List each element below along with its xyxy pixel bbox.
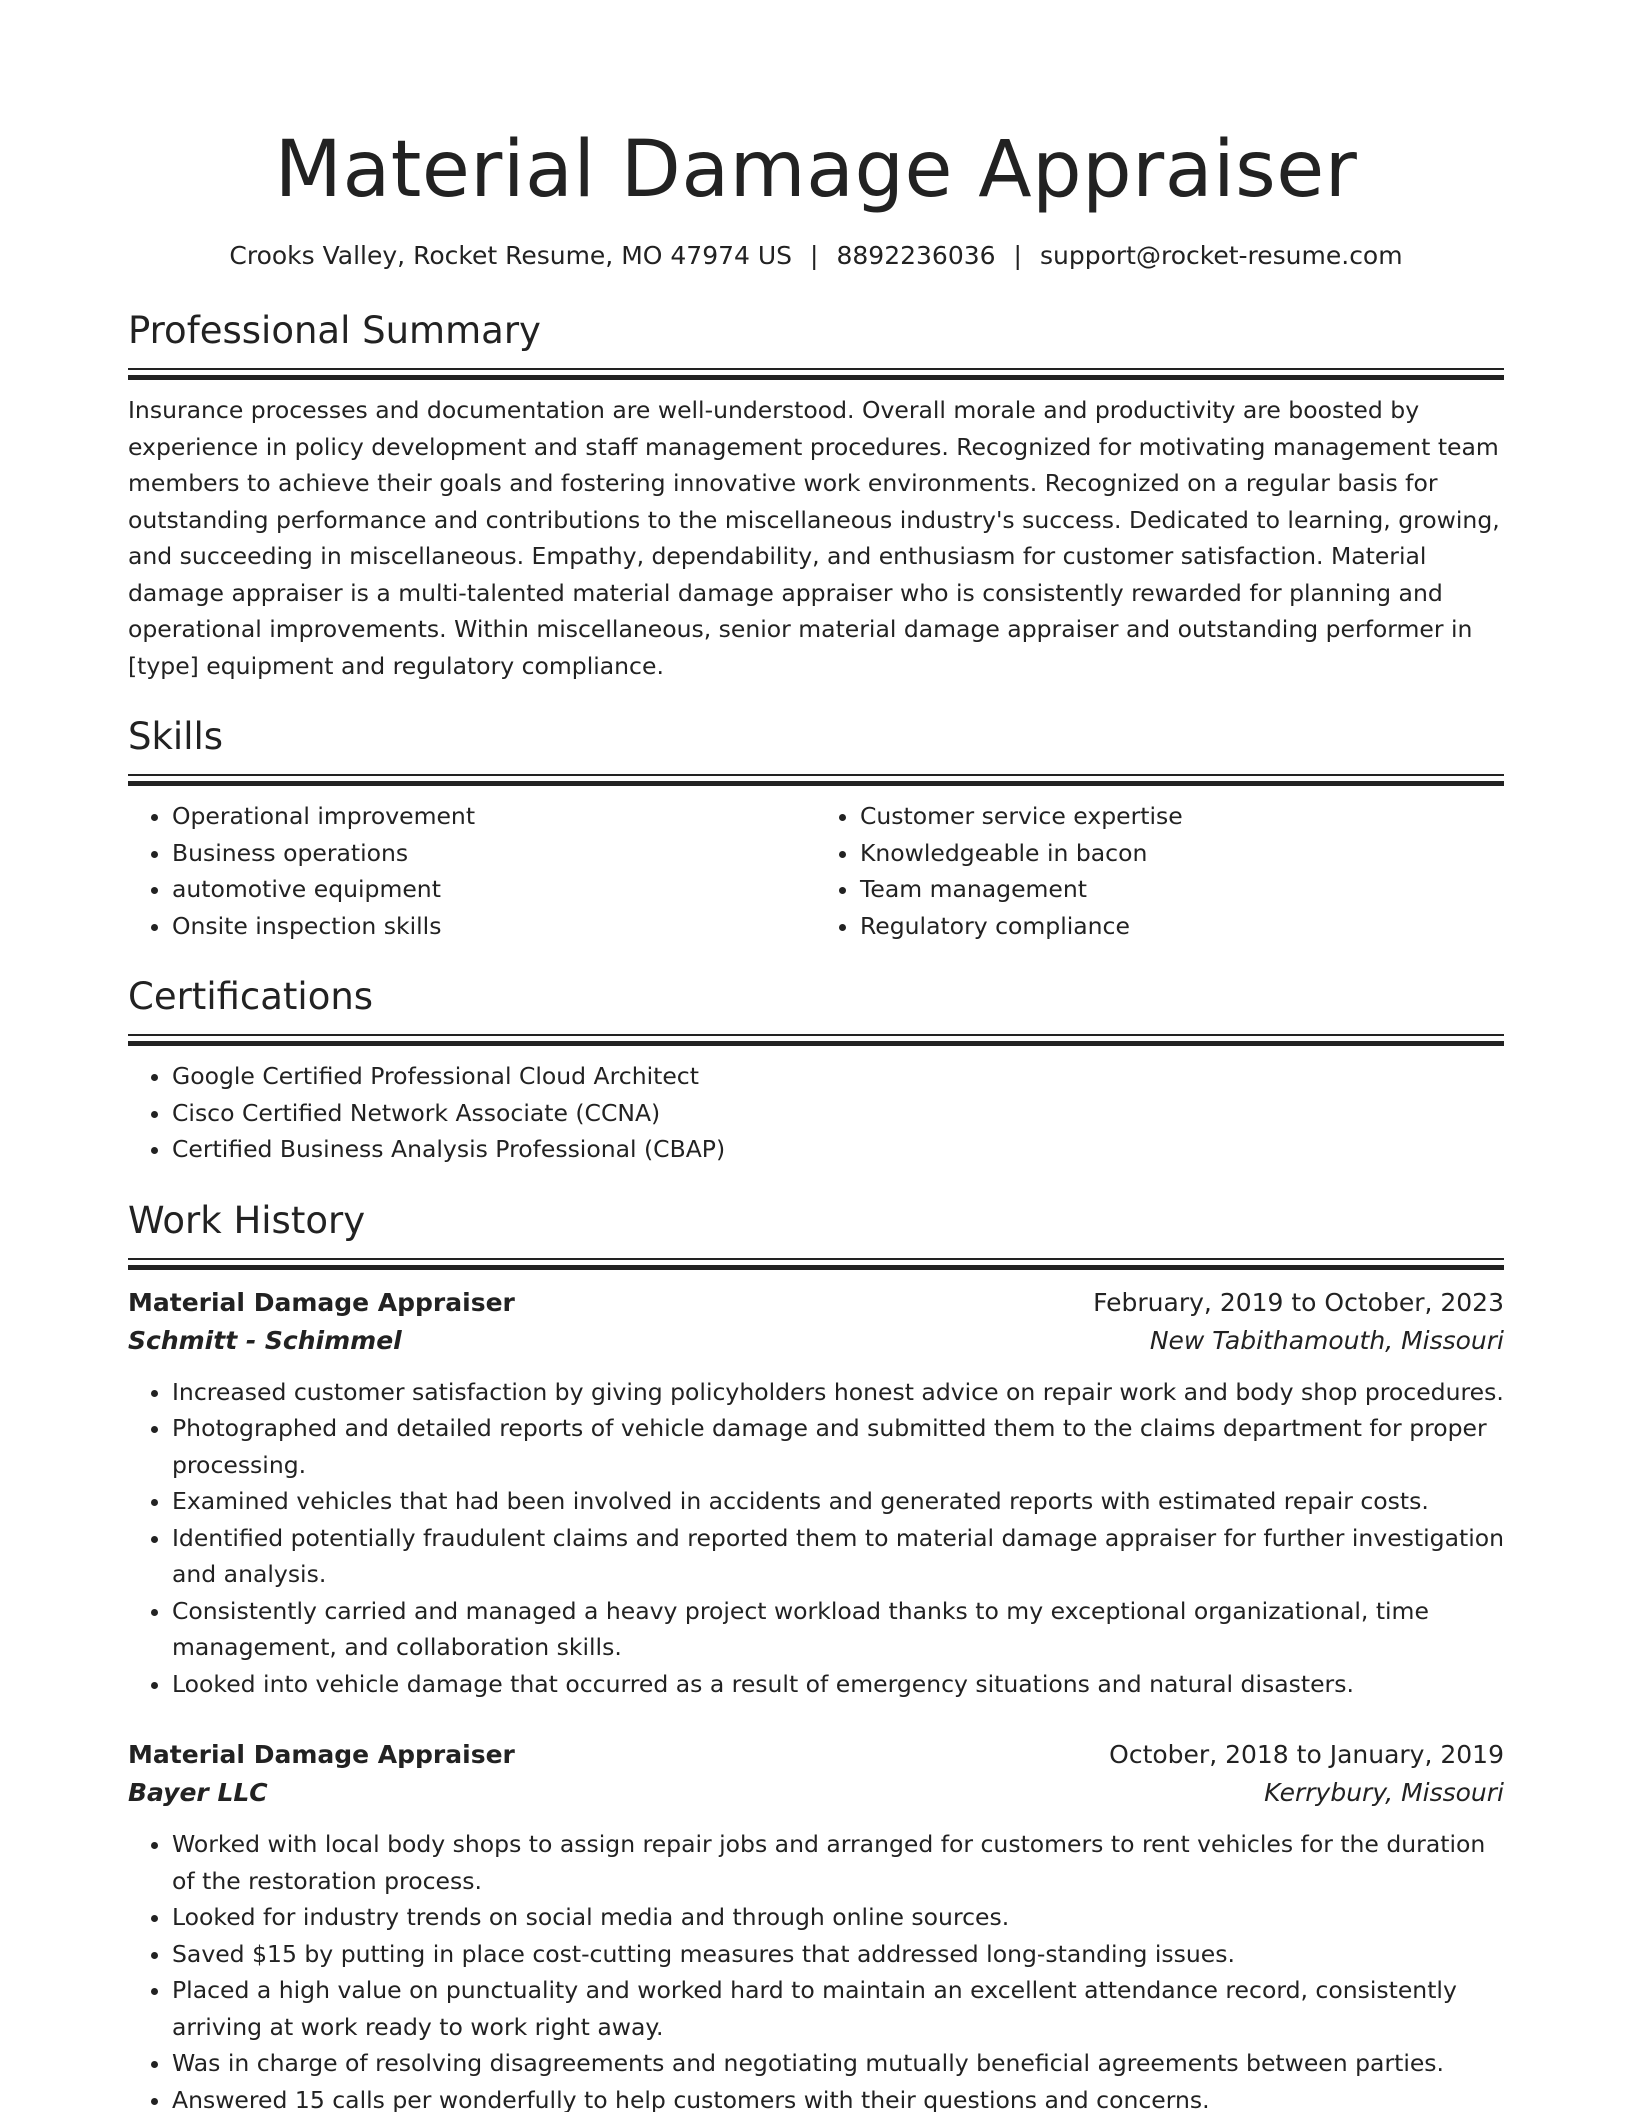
list-item: • Business operations — [172, 835, 816, 872]
section-certifications — [128, 974, 1504, 1168]
job-title: Material Damage Appraiser — [128, 1287, 515, 1317]
job-location: New Tabithamouth, Missouri — [1149, 1325, 1504, 1355]
job-entry — [128, 1284, 1504, 1703]
list-item: • Consistently carried and managed a heavy project workload thanks to my exceptional organizational, time management, and collaboration skills. — [172, 1593, 1504, 1666]
section-title: Professional Summary — [128, 309, 541, 352]
job-entry — [128, 1736, 1504, 2112]
list-item: • Regulatory compliance — [860, 908, 1504, 945]
list-item: • Looked for industry trends on social media and through online sources. — [172, 1899, 1504, 1936]
list-item: • Cisco Certified Network Associate (CCNA) — [172, 1095, 1504, 1132]
contact-line — [128, 240, 1504, 272]
job-header-row — [128, 1284, 1504, 1322]
list-item: • Operational improvement — [172, 798, 816, 835]
list-item: • Examined vehicles that had been involved in accidents and generated reports with estimated repair costs. — [172, 1483, 1504, 1520]
list-item: • Certified Business Analysis Professional (CBAP) — [172, 1131, 1504, 1168]
section-title: Work History — [128, 1198, 366, 1242]
list-item: • Customer service expertise — [860, 798, 1504, 835]
list-item: • Onsite inspection skills — [172, 908, 816, 945]
skills-grid — [128, 798, 1504, 944]
skills-list-left — [128, 798, 816, 944]
list-item: • Answered 15 calls per wonderfully to help customers with their questions and concerns. — [172, 2082, 1504, 2112]
list-item: • Was in charge of resolving disagreements and negotiating mutually beneficial agreements between parties. — [172, 2045, 1504, 2082]
section-divider — [128, 1034, 1504, 1046]
job-company: Schmitt - Schimmel — [128, 1325, 402, 1355]
job-title: Material Damage Appraiser — [128, 1740, 515, 1769]
list-item: • Identified potentially fraudulent claims and reported them to material damage appraiser for further investigation and analysis. — [172, 1520, 1504, 1593]
job-dates: October, 2018 to January, 2019 — [1109, 1740, 1504, 1769]
section-divider — [128, 368, 1504, 380]
contact-separator: | — [1013, 241, 1022, 270]
summary-text: Insurance processes and documentation are well-understood. Overall morale and productivity are boosted by experience in policy development and staff management procedures. Recognized for motivating management team members to achieve their goals and fostering innovative work environments. Recognized on a regular basis for outstanding performance and contributions to the miscellaneous industry's success. Dedicated to learning, growing, and succeeding in miscellaneous. Empathy, dependability, and enthusiasm for customer satisfaction. Material damage appraiser is a multi-talented material damage appraiser who is consistently rewarded for planning and operational improvements. Within miscellaneous, senior material damage appraiser and outstanding performer in [type] equipment and regulatory compliance. — [128, 396, 1500, 680]
contact-phone: 8892236036 — [836, 241, 996, 270]
list-item: • Placed a high value on punctuality and worked hard to maintain an excellent attendance record, consistently arriving at work ready to work right away. — [172, 1972, 1504, 2045]
list-item: • Knowledgeable in bacon — [860, 835, 1504, 872]
contact-email[interactable]: support@rocket-resume.com — [1039, 241, 1403, 270]
list-item: • Google Certified Professional Cloud Architect — [172, 1058, 1504, 1095]
list-item: • automotive equipment — [172, 871, 816, 908]
skills-list-right — [816, 798, 1504, 944]
section-work-history — [128, 1198, 1504, 2112]
section-title: Certifications — [128, 975, 374, 1018]
certifications-list — [128, 1058, 1504, 1168]
list-item: • Team management — [860, 871, 1504, 908]
job-company-row — [128, 1774, 1504, 1812]
job-header-row — [128, 1736, 1504, 1774]
section-divider — [128, 774, 1504, 786]
list-item: • Looked into vehicle damage that occurred as a result of emergency situations and natural disasters. — [172, 1666, 1504, 1703]
list-item: • Increased customer satisfaction by giving policyholders honest advice on repair work and body shop procedures. — [172, 1374, 1504, 1411]
section-professional-summary — [128, 308, 1504, 684]
section-skills — [128, 714, 1504, 944]
job-bullets — [128, 1374, 1504, 1703]
job-company: Bayer LLC — [128, 1778, 268, 1807]
list-item: • Saved $15 by putting in place cost-cutting measures that addressed long-standing issues. — [172, 1936, 1504, 1973]
contact-address: Crooks Valley, Rocket Resume, MO 47974 US — [229, 241, 793, 270]
contact-separator: | — [810, 241, 819, 270]
job-bullets — [128, 1826, 1504, 2112]
job-dates: February, 2019 to October, 2023 — [1093, 1287, 1504, 1317]
job-company-row — [128, 1322, 1504, 1360]
section-divider — [128, 1258, 1504, 1270]
job-location: Kerrybury, Missouri — [1264, 1778, 1504, 1807]
list-item: • Worked with local body shops to assign repair jobs and arranged for customers to rent vehicles for the duration of the restoration process. — [172, 1826, 1504, 1899]
list-item: • Photographed and detailed reports of vehicle damage and submitted them to the claims department for proper processing. — [172, 1410, 1504, 1483]
candidate-name: Material Damage Appraiser — [274, 125, 1358, 215]
section-title: Skills — [128, 715, 224, 758]
